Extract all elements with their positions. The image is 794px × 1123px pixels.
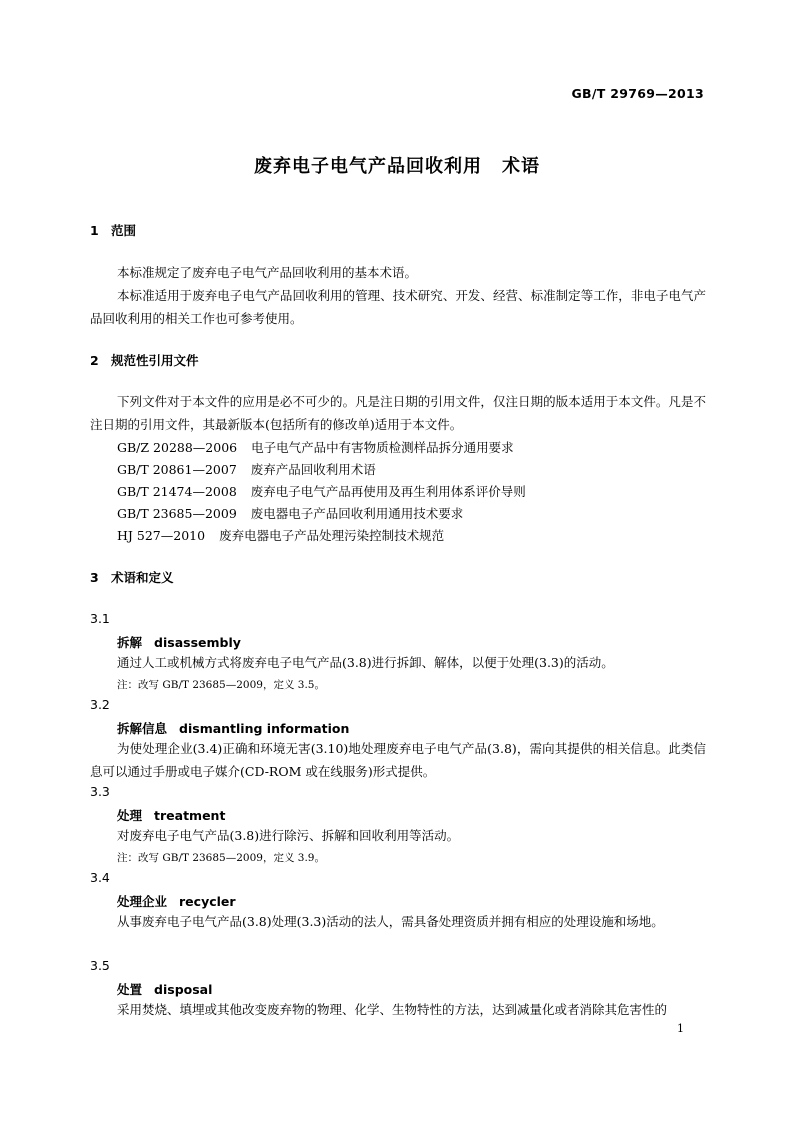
term-zh: 拆解信息 bbox=[117, 721, 168, 736]
reference-item bbox=[117, 438, 514, 456]
reference-item bbox=[117, 482, 526, 500]
term-en: dismantling information bbox=[179, 721, 350, 736]
term-zh: 处置 bbox=[117, 982, 143, 997]
term-en: disposal bbox=[154, 982, 213, 997]
reference-title: 废弃电子电气产品再使用及再生利用体系评价导则 bbox=[250, 484, 526, 499]
section-title: 规范性引用文件 bbox=[111, 353, 199, 368]
document-title-main: 废弃电子电气产品回收利用 bbox=[254, 156, 482, 177]
term-definition: 对废弃电子电气产品(3.8)进行除污、拆解和回收利用等活动。 bbox=[117, 828, 460, 843]
reference-title: 废弃电器电子产品处理污染控制技术规范 bbox=[219, 528, 445, 543]
term-en: disassembly bbox=[154, 635, 241, 650]
term-number: 3.4 bbox=[90, 870, 110, 885]
term-definition: 采用焚烧、填埋或其他改变废弃物的物理、化学、生物特性的方法，达到减量化或者消除其危害性的 bbox=[117, 1002, 668, 1017]
term-zh: 拆解 bbox=[117, 635, 143, 650]
section-1-paragraph: 本标准规定了废弃电子电气产品回收利用的基本术语。 bbox=[117, 265, 418, 280]
term-definition: 从事废弃电子电气产品(3.8)处理(3.3)活动的法人，需具备处理资质并拥有相应的处理设施和场地。 bbox=[117, 914, 664, 929]
document-title-suffix: 术语 bbox=[502, 156, 540, 177]
section-1-paragraph: 本标准适用于废弃电子电气产品回收利用的管理、技术研究、开发、经营、标准制定等工作，非电子电气产品回收利用的相关工作也可参考使用。 bbox=[90, 288, 706, 326]
reference-title: 废电器电子产品回收利用通用技术要求 bbox=[250, 506, 464, 521]
reference-code: GB/Z 20288—2006 bbox=[117, 440, 238, 455]
section-2-intro: 下列文件对于本文件的应用是必不可少的。凡是注日期的引用文件，仅注日期的版本适用于本文件。凡是不注日期的引用文件，其最新版本(包括所有的修改单)适用于本文件。 bbox=[90, 394, 706, 432]
term-definition: 通过人工或机械方式将废弃电子电气产品(3.8)进行拆卸、解体，以便于处理(3.3)的活动。 bbox=[117, 655, 614, 670]
term-en: treatment bbox=[154, 808, 226, 823]
term-definition: 为使处理企业(3.4)正确和环境无害(3.10)地处理废弃电子电气产品(3.8)，需向其提供的相关信息。此类信息可以通过手册或电子媒介(CD-ROM 或在线服务)形式提供。 bbox=[90, 741, 706, 779]
term-zh: 处理企业 bbox=[117, 894, 168, 909]
section-3-heading bbox=[90, 568, 174, 586]
reference-item bbox=[117, 526, 444, 544]
section-2-heading bbox=[90, 351, 199, 369]
reference-title: 电子电气产品中有害物质检测样品拆分通用要求 bbox=[251, 440, 514, 455]
term-en: recycler bbox=[179, 894, 236, 909]
term-note: 注：改写 GB/T 23685—2009，定义 3.9。 bbox=[117, 852, 325, 864]
term-heading bbox=[117, 806, 225, 824]
document-title bbox=[0, 152, 794, 178]
reference-code: GB/T 21474—2008 bbox=[117, 484, 237, 499]
reference-code: GB/T 20861—2007 bbox=[117, 462, 237, 477]
term-zh: 处理 bbox=[117, 808, 143, 823]
term-heading bbox=[117, 980, 212, 998]
standard-number: GB/T 29769—2013 bbox=[571, 86, 704, 101]
section-1-heading bbox=[90, 221, 136, 239]
section-title: 范围 bbox=[111, 223, 137, 238]
page-number: 1 bbox=[677, 1022, 684, 1035]
section-number: 3 bbox=[90, 570, 99, 585]
term-heading bbox=[117, 633, 241, 651]
term-note: 注：改写 GB/T 23685—2009，定义 3.5。 bbox=[117, 679, 325, 691]
reference-item bbox=[117, 460, 376, 478]
term-number: 3.1 bbox=[90, 611, 110, 626]
reference-title: 废弃产品回收利用术语 bbox=[250, 462, 376, 477]
reference-code: GB/T 23685—2009 bbox=[117, 506, 237, 521]
reference-code: HJ 527—2010 bbox=[117, 528, 206, 543]
term-number: 3.3 bbox=[90, 784, 110, 799]
section-number: 2 bbox=[90, 353, 99, 368]
term-number: 3.2 bbox=[90, 697, 110, 712]
term-heading bbox=[117, 719, 349, 737]
term-heading bbox=[117, 892, 236, 910]
term-number: 3.5 bbox=[90, 958, 110, 973]
section-title: 术语和定义 bbox=[111, 570, 174, 585]
reference-item bbox=[117, 504, 463, 522]
section-number: 1 bbox=[90, 223, 99, 238]
